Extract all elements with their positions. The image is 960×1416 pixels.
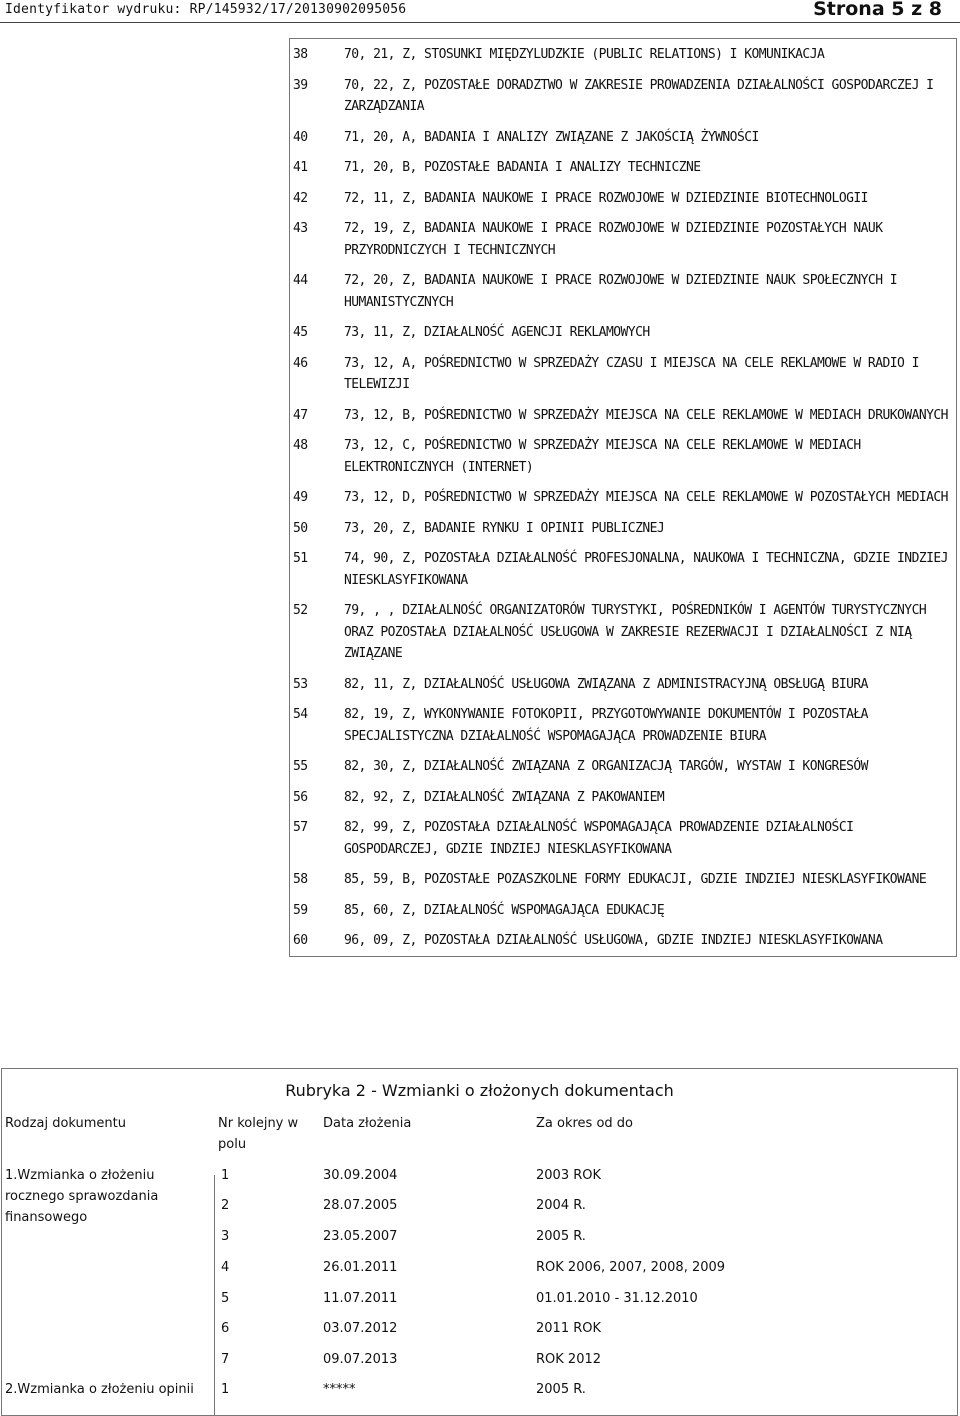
row-number: 45 bbox=[293, 325, 308, 340]
table-row bbox=[290, 895, 957, 926]
table-row bbox=[290, 669, 957, 700]
table-row bbox=[290, 70, 957, 122]
print-identifier: Identyfikator wydruku: RP/145932/17/20130902095056 bbox=[5, 2, 407, 17]
table-row bbox=[290, 699, 957, 751]
table-row bbox=[290, 925, 957, 956]
table-row bbox=[290, 213, 957, 265]
table-row bbox=[290, 152, 957, 183]
row-number: 38 bbox=[293, 47, 308, 62]
column-header-seq-no: Nr kolejny w polu bbox=[218, 1116, 299, 1152]
table-row bbox=[290, 39, 957, 70]
activity-description: 85, 60, Z, DZIAŁALNOŚĆ WSPOMAGAJĄCA EDUKACJĘ bbox=[344, 902, 665, 918]
entry-date: 11.07.2011 bbox=[323, 1291, 398, 1306]
row-number: 50 bbox=[293, 520, 308, 536]
entry-date: 30.09.2004 bbox=[323, 1168, 398, 1183]
activity-description: 85, 59, B, POZOSTAŁE POZASZKOLNE FORMY EDUKACJI, GDZIE INDZIEJ NIESKLASYFIKOWANE bbox=[344, 872, 927, 887]
pkd-activity-table bbox=[289, 38, 957, 957]
activity-description: 82, 30, Z, DZIAŁALNOŚĆ ZWIĄZANA Z ORGANIZACJĄ TARGÓW, WYSTAW I KONGRESÓW bbox=[344, 759, 868, 774]
group-label-opinion: 2.Wzmianka o złożeniu opinii bbox=[5, 1382, 194, 1397]
page-number: Strona 5 z 8 bbox=[813, 0, 942, 20]
table-row bbox=[290, 864, 957, 895]
group-label-financial-statement: 1.Wzmianka o złożeniu rocznego sprawozdania finansowego bbox=[5, 1168, 159, 1225]
row-number: 42 bbox=[293, 190, 308, 206]
entry-period: 2004 R. bbox=[536, 1198, 586, 1213]
table-row bbox=[290, 348, 957, 400]
column-header-date: Data złożenia bbox=[323, 1116, 412, 1131]
table-row bbox=[290, 513, 957, 544]
table-row bbox=[290, 400, 957, 431]
row-number: 59 bbox=[293, 902, 308, 918]
row-number: 39 bbox=[293, 77, 308, 93]
activity-description: 71, 20, A, BADANIA I ANALIZY ZWIĄZANE Z JAKOŚCIĄ ŻYWNOŚCI bbox=[344, 129, 759, 145]
table-row bbox=[290, 812, 957, 864]
activity-description: 82, 92, Z, DZIAŁALNOŚĆ ZWIĄZANA Z PAKOWANIEM bbox=[344, 789, 665, 805]
row-number: 48 bbox=[293, 438, 308, 453]
activity-description: 72, 11, Z, BADANIA NAUKOWE I PRACE ROZWOJOWE W DZIEDZINIE BIOTECHNOLOGII bbox=[344, 190, 868, 206]
row-number: 57 bbox=[293, 820, 308, 835]
row-number: 55 bbox=[293, 759, 308, 774]
activity-description: 82, 19, Z, WYKONYWANIE FOTOKOPII, PRZYGOTOWYWANIE DOKUMENTÓW I POZOSTAŁA SPECJALISTYCZNA DZIAŁALNOŚĆ WSPOMAGAJĄCA PROWADZENIE BIURA bbox=[344, 707, 868, 744]
rubryka-2-section bbox=[1, 1068, 958, 1416]
row-number: 47 bbox=[293, 407, 308, 423]
row-number: 52 bbox=[293, 603, 308, 618]
entry-number: 4 bbox=[221, 1260, 230, 1275]
row-number: 51 bbox=[293, 551, 308, 566]
table-row bbox=[290, 482, 957, 513]
entry-number: 1 bbox=[221, 1168, 230, 1183]
entry-period: 2005 R. bbox=[536, 1382, 586, 1397]
entry-period: ROK 2012 bbox=[536, 1352, 602, 1367]
activity-description: 73, 12, A, POŚREDNICTWO W SPRZEDAŻY CZASU I MIEJSCA NA CELE REKLAMOWE W RADIO I TELEWIZJI bbox=[344, 355, 919, 392]
activity-description: 79, , , DZIAŁALNOŚĆ ORGANIZATORÓW TURYSTYKI, POŚREDNIKÓW I AGENTÓW TURYSTYCZNYCH ORAZ POZOSTAŁA DZIAŁALNOŚĆ USŁUGOWA W ZAKRESIE REZERWACJI I DZIAŁALNOŚCI Z NIĄ ZWIĄZANE bbox=[344, 603, 927, 661]
activity-description: 72, 19, Z, BADANIA NAUKOWE I PRACE ROZWOJOWE W DZIEDZINIE POZOSTAŁYCH NAUK PRZYRODNICZYCH I TECHNICZNYCH bbox=[344, 221, 883, 258]
activity-description: 70, 22, Z, POZOSTAŁE DORADZTWO W ZAKRESIE PROWADZENIA DZIAŁALNOŚCI GOSPODARCZEJ I ZARZĄDZANIA bbox=[344, 77, 934, 114]
activity-description: 73, 12, B, POŚREDNICTWO W SPRZEDAŻY MIEJSCA NA CELE REKLAMOWE W MEDIACH DRUKOWANYCH bbox=[344, 407, 948, 423]
activity-description: 82, 99, Z, POZOSTAŁA DZIAŁALNOŚĆ WSPOMAGAJĄCA PROWADZENIE DZIAŁALNOŚCI GOSPODARCZEJ, GDZIE INDZIEJ NIESKLASYFIKOWANA bbox=[344, 820, 854, 857]
row-number: 40 bbox=[293, 129, 308, 145]
activity-description: 72, 20, Z, BADANIA NAUKOWE I PRACE ROZWOJOWE W DZIEDZINIE NAUK SPOŁECZNYCH I HUMANISTYCZNYCH bbox=[344, 273, 898, 310]
row-number: 53 bbox=[293, 676, 308, 692]
entry-number: 3 bbox=[221, 1229, 230, 1244]
activity-description: 73, 12, C, POŚREDNICTWO W SPRZEDAŻY MIEJSCA NA CELE REKLAMOWE W MEDIACH ELEKTRONICZNYCH (INTERNET) bbox=[344, 438, 861, 475]
entry-date: 03.07.2012 bbox=[323, 1321, 398, 1336]
entry-period: 01.01.2010 - 31.12.2010 bbox=[536, 1291, 698, 1306]
column-header-period: Za okres od do bbox=[536, 1116, 633, 1131]
table-row bbox=[290, 265, 957, 317]
table-row bbox=[290, 543, 957, 595]
activity-description: 73, 11, Z, DZIAŁALNOŚĆ AGENCJI REKLAMOWYCH bbox=[344, 325, 650, 340]
table-row bbox=[290, 183, 957, 214]
entry-date: 26.01.2011 bbox=[323, 1260, 398, 1275]
entry-date: 28.07.2005 bbox=[323, 1198, 398, 1213]
table-row bbox=[290, 595, 957, 669]
entry-period: ROK 2006, 2007, 2008, 2009 bbox=[536, 1260, 726, 1275]
entry-number: 2 bbox=[221, 1198, 230, 1213]
row-number: 58 bbox=[293, 872, 308, 887]
row-number: 60 bbox=[293, 933, 308, 948]
entry-date: ***** bbox=[323, 1382, 356, 1397]
table-row bbox=[290, 430, 957, 482]
column-header-doc-type: Rodzaj dokumentu bbox=[5, 1116, 126, 1131]
entry-number: 7 bbox=[221, 1352, 230, 1367]
activity-description: 82, 11, Z, DZIAŁALNOŚĆ USŁUGOWA ZWIĄZANA Z ADMINISTRACYJNĄ OBSŁUGĄ BIURA bbox=[344, 676, 868, 692]
entry-date: 09.07.2013 bbox=[323, 1352, 398, 1367]
pkd-rows bbox=[290, 39, 957, 957]
activity-description: 73, 20, Z, BADANIE RYNKU I OPINII PUBLICZNEJ bbox=[344, 520, 665, 536]
entry-number: 6 bbox=[221, 1321, 230, 1336]
table-row bbox=[290, 317, 957, 348]
table-row bbox=[290, 751, 957, 782]
entry-period: 2011 ROK bbox=[536, 1321, 602, 1336]
entry-period: 2005 R. bbox=[536, 1229, 586, 1244]
table-row bbox=[290, 122, 957, 153]
row-number: 44 bbox=[293, 273, 308, 288]
row-number: 46 bbox=[293, 355, 308, 371]
entry-date: 23.05.2007 bbox=[323, 1229, 398, 1244]
activity-description: 70, 21, Z, STOSUNKI MIĘDZYLUDZKIE (PUBLIC RELATIONS) I KOMUNIKACJA bbox=[344, 47, 825, 62]
header-rule bbox=[0, 22, 960, 23]
row-number: 56 bbox=[293, 789, 308, 805]
row-number: 43 bbox=[293, 221, 308, 236]
row-number: 49 bbox=[293, 490, 308, 505]
activity-description: 74, 90, Z, POZOSTAŁA DZIAŁALNOŚĆ PROFESJONALNA, NAUKOWA I TECHNICZNA, GDZIE INDZIEJ NIESKLASYFIKOWANA bbox=[344, 551, 948, 588]
rubryka-title: Rubryka 2 - Wzmianki o złożonych dokumentach bbox=[285, 1081, 674, 1100]
entry-number: 5 bbox=[221, 1291, 230, 1306]
activity-description: 96, 09, Z, POZOSTAŁA DZIAŁALNOŚĆ USŁUGOWA, GDZIE INDZIEJ NIESKLASYFIKOWANA bbox=[344, 933, 883, 948]
row-number: 54 bbox=[293, 707, 308, 722]
activity-description: 71, 20, B, POZOSTAŁE BADANIA I ANALIZY TECHNICZNE bbox=[344, 160, 701, 175]
row-number: 41 bbox=[293, 160, 308, 175]
entry-period: 2003 ROK bbox=[536, 1168, 602, 1183]
table-row bbox=[290, 782, 957, 813]
entry-number: 1 bbox=[221, 1382, 230, 1397]
activity-description: 73, 12, D, POŚREDNICTWO W SPRZEDAŻY MIEJSCA NA CELE REKLAMOWE W POZOSTAŁYCH MEDIACH bbox=[344, 490, 948, 505]
